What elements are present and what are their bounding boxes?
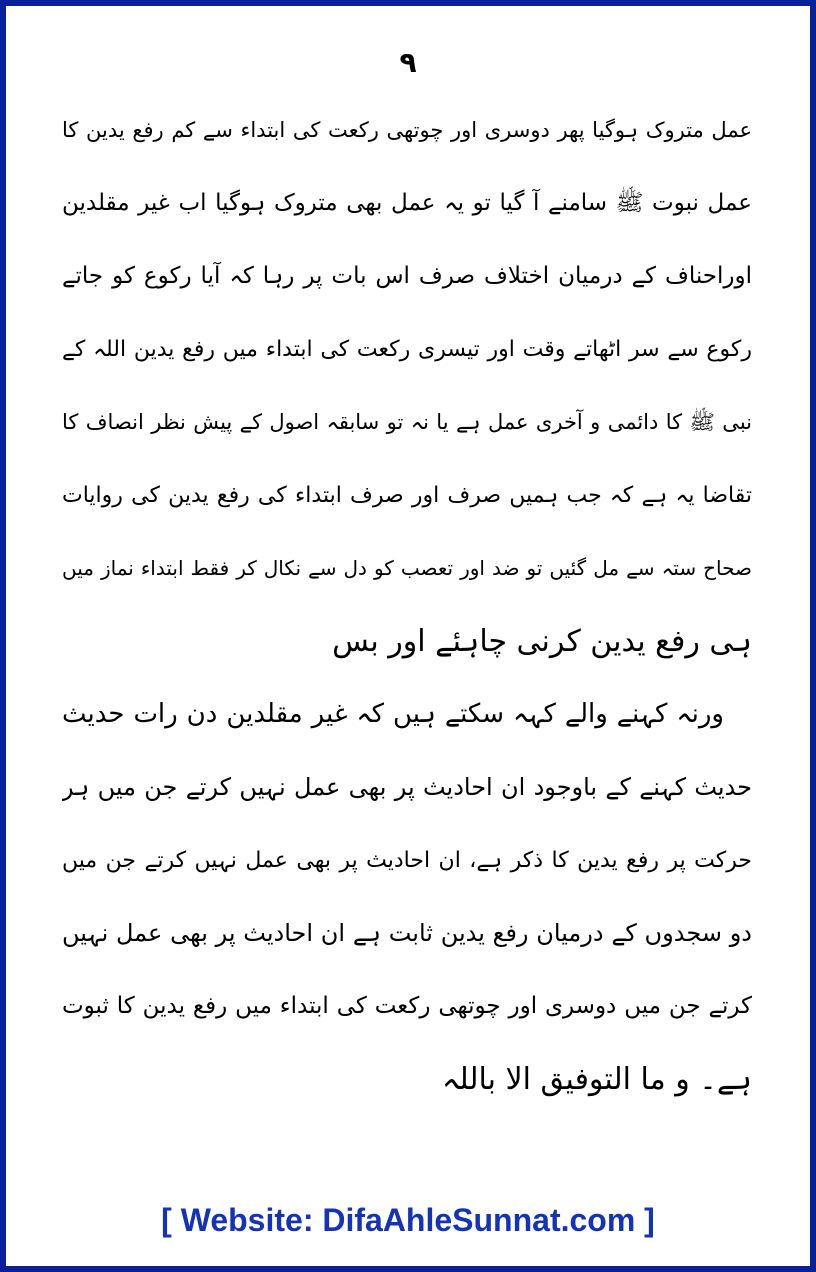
paragraph-1 <box>62 94 752 678</box>
text-line: دو سجدوں کے درمیان رفع یدین ثابت ہے ان احادیث پر بھی عمل نہیں <box>62 919 752 947</box>
text-line: تقاضا یہ ہے کہ جب ہمیں صرف اور صرف ابتداء کی رفع یدین کی روایات <box>62 483 752 508</box>
paragraph-2 <box>62 678 752 1116</box>
text-line: صحاح ستہ سے مل گئیں تو ضد اور تعصب کو دل سے نکال کر فقط ابتداء نماز میں <box>62 556 752 580</box>
text-line: کرتے جن میں دوسری اور چوتھی رکعت کی ابتداء میں رفع یدین کا ثبوت <box>62 993 752 1019</box>
text-line: حرکت پر رفع یدین کا ذکر ہے، ان احادیث پر بھی عمل نہیں کرتے جن میں <box>62 848 752 873</box>
text-line: ہی رفع یدین کرنی چاہئے اور بس <box>332 624 752 659</box>
page-number: ٩ <box>399 46 417 79</box>
text-line: رکوع سے سر اٹھاتے وقت اور تیسری رکعت کی ابتداء میں رفع یدین اللہ کے <box>62 337 752 362</box>
text-line: ورنہ کہنے والے کہہ سکتے ہیں کہ غیر مقلدین دن رات حدیث <box>62 699 724 729</box>
text-line: اوراحناف کے درمیان اختلاف صرف اس بات پر رہا کہ آیا رکوع کو جاتے <box>62 263 752 289</box>
website-footer: [ Website: DifaAhleSunnat.com ] <box>161 1202 655 1238</box>
text-line: عمل متروک ہوگیا پھر دوسری اور چوتھی رکعت کی ابتداء سے کم رفع یدین کا <box>62 118 752 142</box>
text-line: عمل نبوت ﷺ سامنے آ گیا تو یہ عمل بھی متروک ہوگیا اب غیر مقلدین <box>62 190 752 216</box>
text-line: ہے۔ و ما التوفیق الا باللہ <box>441 1062 752 1097</box>
text-line: نبی ﷺ کا دائمی و آخری عمل ہے یا نہ تو سابقہ اصول کے پیش نظر انصاف کا <box>62 410 752 434</box>
text-line: حدیث کہنے کے باوجود ان احادیث پر بھی عمل نہیں کرتے جن میں ہر <box>62 773 752 801</box>
body-text <box>62 94 752 1116</box>
document-page <box>6 6 810 1266</box>
